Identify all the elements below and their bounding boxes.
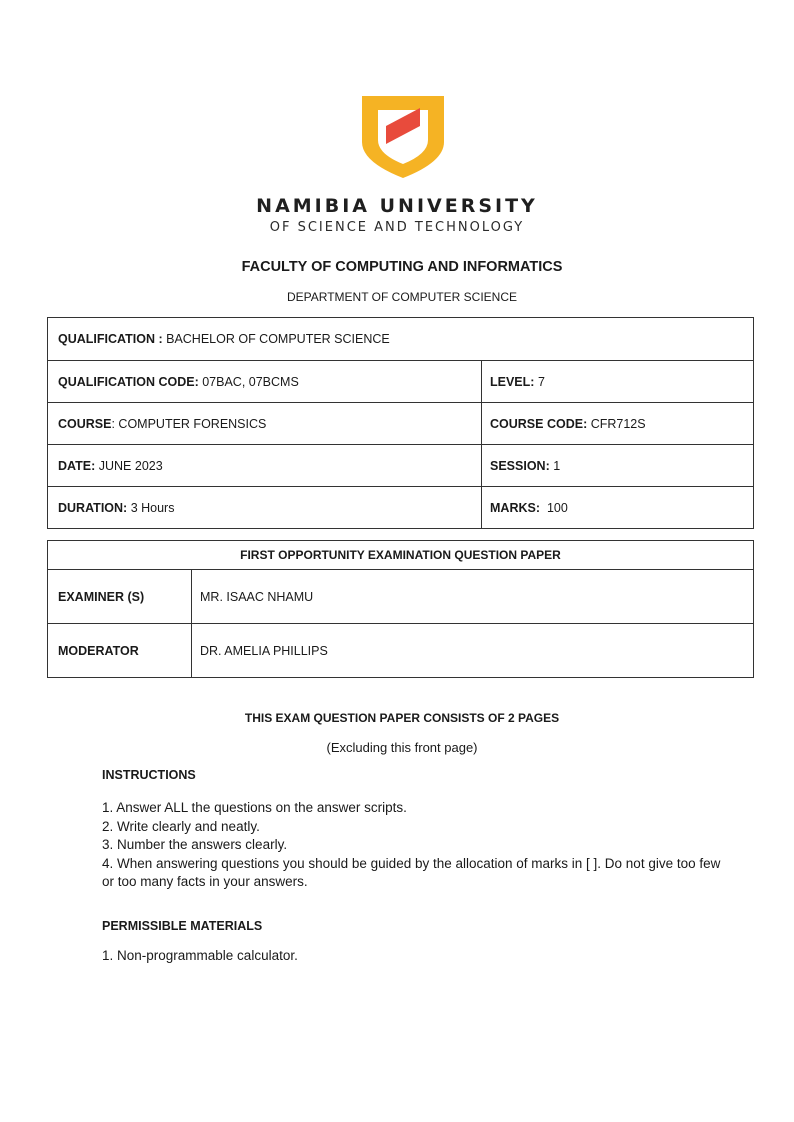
course-value: : COMPUTER FORENSICS [111, 416, 267, 431]
duration-row [48, 486, 753, 528]
qualification-code-label: QUALIFICATION CODE: [58, 374, 199, 389]
divider [481, 445, 482, 486]
instructions-list [102, 799, 722, 892]
details-table [47, 317, 754, 529]
examiner-label: EXAMINER (S) [58, 589, 145, 604]
divider [191, 570, 192, 623]
qualification-label: QUALIFICATION : [58, 332, 163, 346]
course-label: COURSE [58, 416, 112, 431]
level-cell [490, 361, 545, 402]
university-name: NAMIBIA UNIVERSITY [256, 195, 538, 217]
faculty-title: FACULTY OF COMPUTING AND INFORMATICS [241, 259, 563, 275]
course-code-value: CFR712S [590, 416, 646, 431]
level-value: 7 [537, 374, 545, 389]
duration-value: 3 Hours [130, 500, 175, 515]
marks-label: MARKS: [490, 500, 540, 515]
marks-cell [490, 487, 568, 528]
duration-cell [58, 487, 174, 528]
instruction-item: 2. Write clearly and neatly. [102, 818, 260, 834]
moderator-label: MODERATOR [58, 643, 139, 658]
course-code-label: COURSE CODE: [490, 416, 588, 431]
materials-heading: PERMISSIBLE MATERIALS [102, 919, 263, 933]
pages-note-title: THIS EXAM QUESTION PAPER CONSISTS OF 2 PAGES [244, 711, 560, 725]
qualification-value: BACHELOR OF COMPUTER SCIENCE [166, 332, 390, 346]
qualification-code-cell [58, 361, 299, 402]
instructions-heading: INSTRUCTIONS [102, 768, 196, 782]
moderator-row [48, 623, 753, 677]
date-row [48, 444, 753, 486]
examiner-row [48, 569, 753, 623]
marks-value: 100 [546, 500, 568, 515]
university-logo [358, 90, 448, 180]
qualification-code-value: 07BAC, 07BCMS [202, 374, 299, 389]
exam-title: FIRST OPPORTUNITY EXAMINATION QUESTION PAPER [240, 548, 561, 562]
level-label: LEVEL: [490, 374, 535, 389]
divider [481, 361, 482, 402]
examiner-value: MR. ISAAC NHAMU [200, 589, 314, 604]
date-label: DATE: [58, 458, 96, 473]
moderator-value: DR. AMELIA PHILLIPS [200, 643, 328, 658]
department-title: DEPARTMENT OF COMPUTER SCIENCE [286, 290, 518, 304]
divider [481, 487, 482, 528]
divider [191, 624, 192, 677]
exam-table [47, 540, 754, 678]
course-cell [58, 403, 266, 444]
duration-label: DURATION: [58, 500, 128, 515]
qualification-code-row [48, 360, 753, 402]
date-cell [58, 445, 163, 486]
qualification-cell [58, 318, 390, 360]
course-row [48, 402, 753, 444]
session-value: 1 [553, 458, 561, 473]
session-label: SESSION: [490, 458, 550, 473]
university-subtitle: OF SCIENCE AND TECHNOLOGY [269, 220, 525, 235]
pages-note-subtitle: (Excluding this front page) [326, 740, 478, 755]
course-code-cell [490, 403, 646, 444]
instruction-item: 1. Answer ALL the questions on the answer scripts. [102, 800, 407, 815]
materials-list [102, 947, 722, 966]
divider [481, 403, 482, 444]
instruction-item: 4. When answering questions you should be guided by the allocation of marks in [ ]. Do not give too few or too many facts in your answers. [102, 855, 721, 889]
date-value: JUNE 2023 [98, 458, 163, 473]
session-cell [490, 445, 560, 486]
instruction-item: 3. Number the answers clearly. [102, 837, 288, 852]
material-item: 1. Non-programmable calculator. [102, 948, 298, 963]
